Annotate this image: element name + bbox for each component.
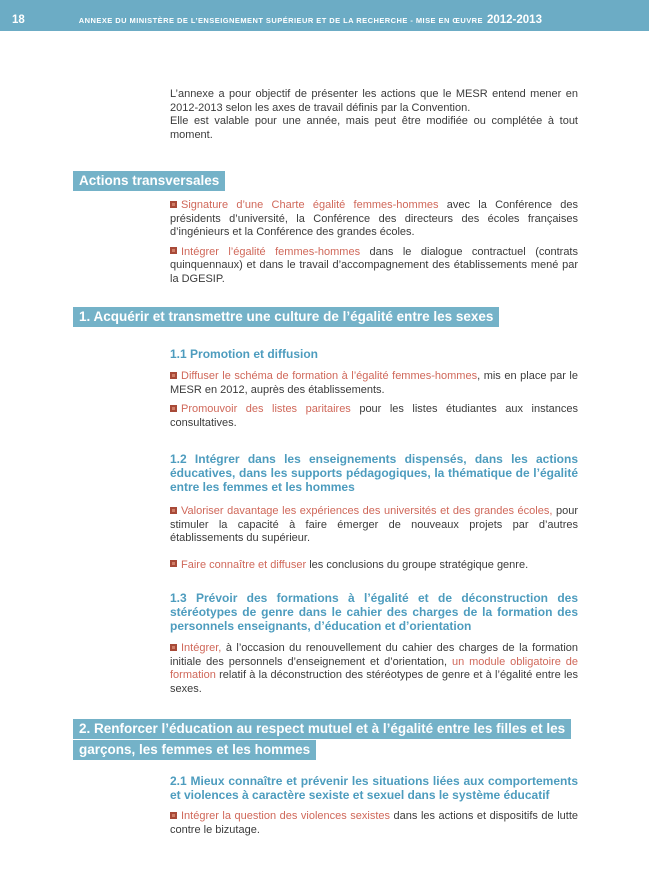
square-bullet-icon bbox=[170, 247, 177, 254]
subsection-heading-2-1: 2.1 Mieux connaître et prévenir les situations liées aux comportements et violences à caractère sexiste et sexuel dans le système éducatif bbox=[170, 774, 578, 802]
bullet-item bbox=[170, 403, 578, 430]
bullet-text: à l’occasion du renouvellement du cahier des charges de la formation initiale des personnels d’enseignement et d’orientation, bbox=[170, 642, 578, 668]
bullet-highlight: Intégrer, bbox=[181, 642, 222, 654]
square-bullet-icon bbox=[170, 560, 177, 567]
subsection-heading-1-3: 1.3 Prévoir des formations à l’égalité et de déconstruction des stéréotypes de genre dans le cahier des charges de la formation des personnels enseignants, d’éducation et d’orientation bbox=[170, 591, 578, 633]
bullet-item bbox=[170, 642, 578, 696]
square-bullet-icon bbox=[170, 201, 177, 208]
section-heading-label: 2. Renforcer l’éducation au respect mutuel et à l’égalité entre les filles et les garçons, les femmes et les hommes bbox=[73, 719, 571, 760]
bullet-item bbox=[170, 199, 578, 240]
square-bullet-icon bbox=[170, 372, 177, 379]
square-bullet-icon bbox=[170, 644, 177, 651]
page-content bbox=[0, 88, 649, 837]
square-bullet-icon bbox=[170, 812, 177, 819]
section-heading-2 bbox=[73, 718, 593, 760]
square-bullet-icon bbox=[170, 507, 177, 514]
header-years: 2012-2013 bbox=[486, 13, 542, 26]
bullet-item bbox=[170, 505, 578, 546]
bullet-text: les conclusions du groupe stratégique genre. bbox=[306, 558, 529, 571]
page-header-bar bbox=[0, 0, 649, 31]
bullet-item bbox=[170, 559, 578, 573]
bullet-highlight: un module obligatoire de formation bbox=[170, 655, 578, 681]
intro-paragraph-2: Elle est valable pour une année, mais peut être modifiée ou complétée à tout moment. bbox=[170, 115, 578, 141]
bullet-text: dans les actions et dispositifs de lutte contre le bizutage. bbox=[170, 810, 578, 836]
subsection-heading-1-1: 1.1 Promotion et diffusion bbox=[170, 347, 319, 361]
bullet-highlight: Diffuser le schéma de formation à l’égalité femmes-hommes bbox=[181, 370, 478, 382]
section-heading-label: Actions transversales bbox=[73, 171, 225, 191]
header-title: ANNEXE DU MINISTÈRE DE L’ENSEIGNEMENT SUPÉRIEUR ET DE LA RECHERCHE - MISE EN ŒUVRE bbox=[78, 16, 483, 25]
section-heading-1 bbox=[73, 306, 649, 327]
page-number: 18 bbox=[12, 13, 25, 26]
subsection-heading-1-2: 1.2 Intégrer dans les enseignements dispensés, dans les actions éducatives, dans les supports pédagogiques, la thématique de l’égalité entre les femmes et les hommes bbox=[170, 452, 578, 494]
bullet-highlight: Faire connaître et diffuser bbox=[181, 558, 307, 571]
section-heading-label: 1. Acquérir et transmettre une culture de l’égalité entre les sexes bbox=[73, 307, 499, 327]
bullet-highlight: Signature d’une Charte égalité femmes-hommes bbox=[181, 199, 439, 211]
bullet-text: avec la Conférence des présidents d’université, la Conférence des directeurs des écoles françaises d’ingénieurs et la Conférence des grandes écoles. bbox=[170, 199, 578, 238]
bullet-text: , mis en place par le MESR en 2012, auprès des établissements. bbox=[170, 370, 578, 396]
bullet-text: relatif à la déconstruction des stéréotypes de genre et à l’égalité entre les sexes. bbox=[170, 669, 578, 695]
bullet-item bbox=[170, 246, 578, 287]
bullet-text: pour stimuler la capacité à faire émerger de nouveaux projets par d’autres établissements du supérieur. bbox=[170, 505, 578, 544]
square-bullet-icon bbox=[170, 405, 177, 412]
intro-paragraph-1: L’annexe a pour objectif de présenter les actions que le MESR entend mener en 2012-2013 selon les axes de travail définis par la Convention. bbox=[170, 88, 578, 114]
bullet-highlight: Intégrer l’égalité femmes-hommes bbox=[181, 245, 361, 258]
bullet-item bbox=[170, 370, 578, 397]
bullet-text: dans le dialogue contractuel (contrats quinquennaux) et dans le travail d’accompagnement des établissements mené par la DGESIP. bbox=[170, 245, 578, 285]
bullet-highlight: Promouvoir des listes paritaires bbox=[181, 403, 351, 415]
bullet-highlight: Valoriser davantage les expériences des universités et des grandes écoles, bbox=[181, 505, 553, 517]
bullet-highlight: Intégrer la question des violences sexistes bbox=[181, 810, 391, 822]
bullet-item bbox=[170, 810, 578, 837]
bullet-text: pour les listes étudiantes aux instances consultatives. bbox=[170, 403, 578, 429]
section-heading-transversal bbox=[73, 170, 649, 191]
